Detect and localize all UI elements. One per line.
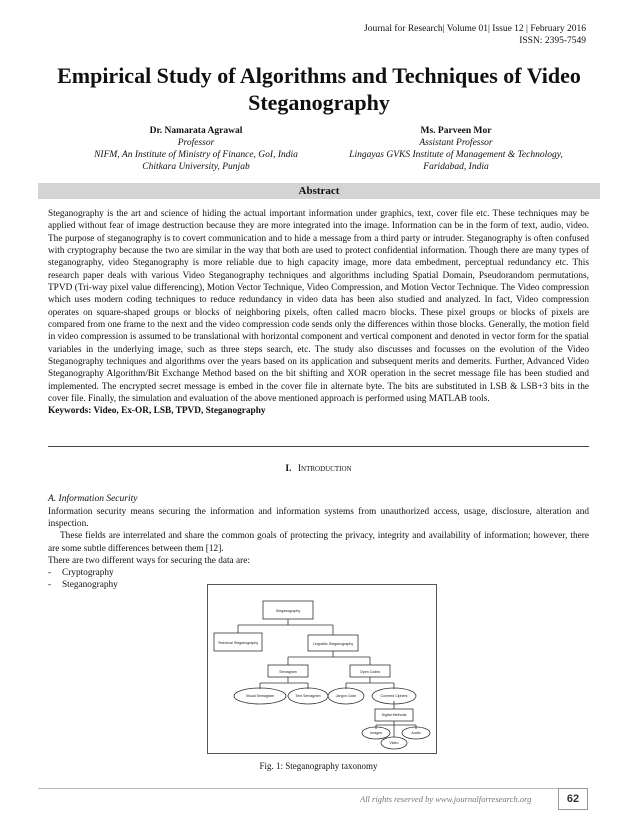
- journal-header: Journal for Research| Volume 01| Issue 12 | February 2016: [364, 24, 586, 34]
- list-item: - Cryptography: [48, 567, 589, 579]
- section-heading: [48, 464, 589, 474]
- node-open-codes: Open Codes: [359, 670, 381, 674]
- node-video: Video: [389, 741, 399, 745]
- abstract-body: [48, 208, 589, 418]
- steganography-taxonomy-figure: [207, 584, 437, 754]
- author-affiliation: Chitkara University, Punjab: [142, 162, 250, 172]
- author-affiliation: Faridabad, India: [423, 162, 489, 172]
- intro-body: [48, 506, 589, 591]
- footer-divider: [38, 788, 558, 789]
- page-number: 62: [558, 788, 588, 810]
- node-images: Images: [370, 731, 382, 735]
- paper-title: Empirical Study of Algorithms and Techniques of Video Steganography: [57, 63, 581, 115]
- node-technical: Technical Steganography: [217, 641, 259, 645]
- author-name: Dr. Namarata Agrawal: [149, 126, 243, 136]
- list-item: - Steganography: [48, 579, 589, 591]
- keywords: Keywords: Video, Ex-OR, LSB, TPVD, Steganography: [48, 406, 266, 417]
- node-audio: Audio: [411, 731, 421, 735]
- paragraph: Information security means securing the information and information systems from unauthorized access, usage, disclosure, alteration and inspection.: [48, 507, 589, 530]
- node-digital-methods: Digital Methods: [381, 713, 407, 717]
- node-semagram: Semagram: [279, 670, 297, 674]
- author-name: Ms. Parveen Mor: [420, 126, 492, 136]
- node-text-semagram: Text Semagram: [295, 694, 321, 698]
- node-covered-ciphers: Covered Ciphers: [380, 694, 408, 698]
- footer-rights: All rights reserved by www.journalforresearch.org: [360, 794, 532, 804]
- author-affiliation: NIFM, An Institute of Ministry of Finance, GoI, India: [94, 150, 298, 160]
- section-title: Introduction: [297, 464, 352, 474]
- abstract-text: Steganography is the art and science of hiding the actual important information under graphics, text, cover file etc. These techniques may be applied without fear of image destruction because they are more integrated into the image. Information can be in the form of text, audio, video. The purpose of steganography is to covert communication and to hide a message from a third party or intruder. Steganography is often confused with cryptography because the two are similar in the way that both are used to protect confidential information. Though there are many types of steganography, video Steganography is more reliable due to high capacity image, more data embedment, perceptual redundancy etc. This research paper deals with various Video Steganography techniques and algorithms including Spatial Domain, Pseudorandom permutations, TPVD (Tri-way pixel value differencing), Motion Vector Technique, Video Compression, and Motion Vector Technique. The Video compression which uses modern coding techniques to reduce redundancy in video data has been also studied and analyzed. In fact, Video compression operates on square-shaped groups or blocks of neighboring pixels, often called macro blocks. These pixel groups or blocks of pixels are compared from one frame to the next and the video compression code sends only the differences within those blocks. Generally, the motion field in video compression is assumed to be translational with horizontal component and vertical component and denoted in vector form for the spatial variables in the underlying image, such as three steps search, etc. The study also discusses and focusses on the evolution of the Video Steganography techniques and algorithms over the years based on its application and subsequent merits and demerits. Further, Advanced Video Steganography Algorithm/Bit Exchange Method based on the bit shifting and XOR operation in the secret message file has been studied and implemented. The encrypted secret message is embed in the cover file in alternate byte. The bits are substituted in LSB & LSB+3 bits in the cover file. Finally, the simulation and evaluation of the above mentioned approach is performed using MATLAB tools.: [48, 209, 589, 404]
- paragraph: These fields are interrelated and share the common goals of protecting the privacy, integrity and availability of information; however, there are some subtle differences between them [12].: [48, 531, 589, 554]
- paragraph: There are two different ways for securing the data are:: [48, 555, 250, 566]
- author-role: Assistant Professor: [419, 138, 493, 148]
- author-2: [326, 125, 586, 173]
- node-jargon-code: Jargon Code: [335, 694, 357, 698]
- taxonomy-diagram: [208, 585, 436, 753]
- section-divider: [48, 446, 589, 447]
- author-role: Professor: [177, 138, 215, 148]
- section-number: I.: [285, 464, 292, 474]
- subsection-heading: A. Information Security: [48, 494, 138, 504]
- figure-caption: Fig. 1: Steganography taxonomy: [259, 761, 378, 771]
- author-affiliation: Lingayas GVKS Institute of Management & Technology,: [349, 150, 563, 160]
- abstract-heading: Abstract: [38, 183, 600, 199]
- author-1: [66, 125, 326, 173]
- node-linguistic: Linguistic Steganography: [312, 642, 354, 646]
- issn: ISSN: 2395-7549: [519, 36, 586, 46]
- node-steganography: Steganography: [275, 609, 301, 613]
- node-visual-semagram: Visual Semagram: [245, 694, 275, 698]
